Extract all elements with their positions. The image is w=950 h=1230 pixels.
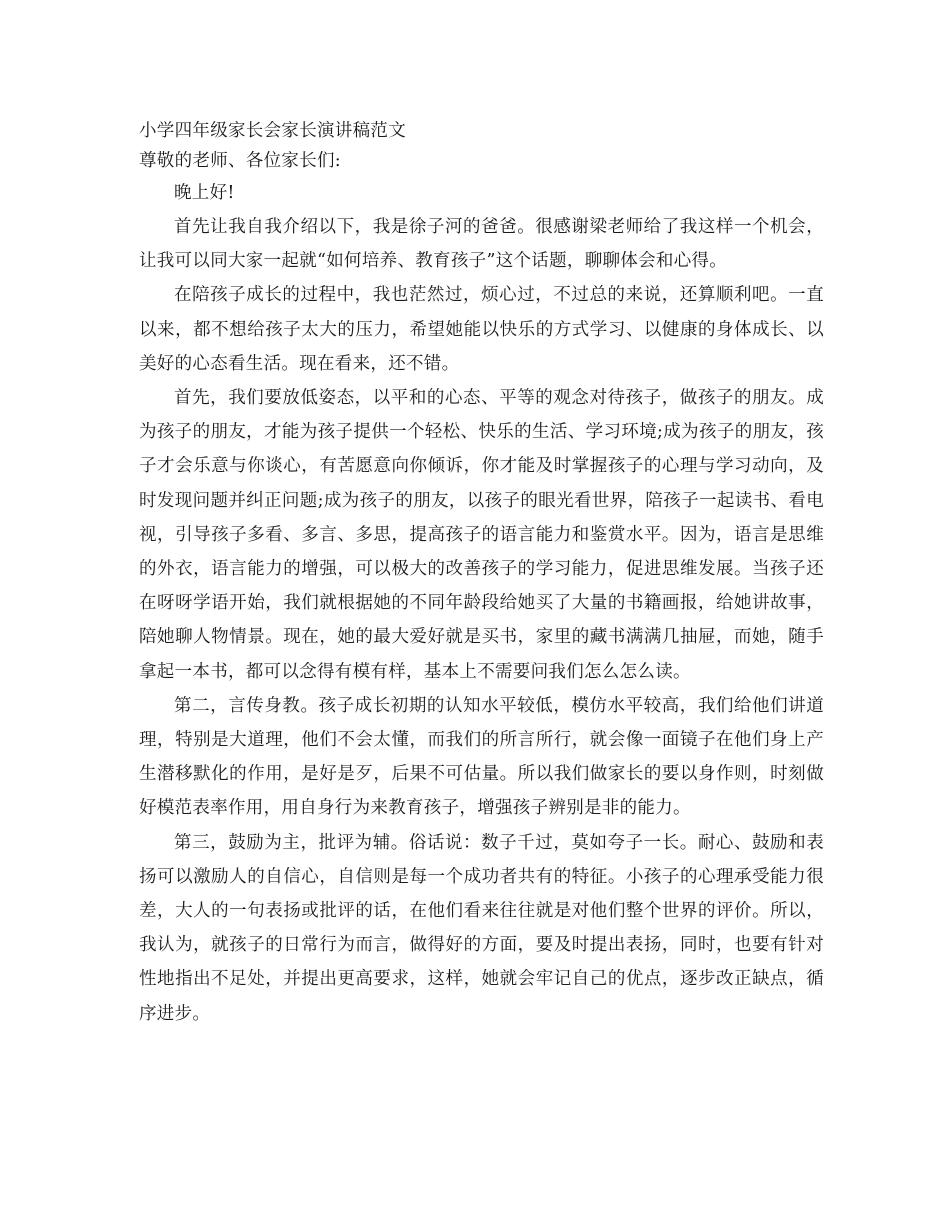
greeting: 晚上好! <box>174 183 235 203</box>
paragraph-intro: 首先让我自我介绍以下，我是徐子河的爸爸。很感谢梁老师给了我这样一个机会，让我可以同大家一起就“如何培养、教育孩子”这个话题，聊聊体会和心得。 <box>139 217 824 272</box>
salutation: 尊敬的老师、各位家长们: <box>139 151 341 171</box>
paragraph-third-point: 第三，鼓励为主，批评为辅。俗话说：数子千过，莫如夸子一长。耐心、鼓励和表扬可以激励人的自信心，自信则是每一个成功者共有的特征。小孩子的心理承受能力很差，大人的一句表扬或批评的话，在他们看来往往就是对他们整个世界的评价。所以，我认为，就孩子的日常行为而言，做得好的方面，要及时提出表扬，同时，也要有针对性地指出不足处，并提出更高要求，这样，她就会牢记自己的优点，逐步改正缺点，循序进步。 <box>139 832 824 1024</box>
paragraph-first-point: 首先，我们要放低姿态，以平和的心态、平等的观念对待孩子，做孩子的朋友。成为孩子的朋友，才能为孩子提供一个轻松、快乐的生活、学习环境;成为孩子的朋友，孩子才会乐意与你谈心，有苦愿意向你倾诉，你才能及时掌握孩子的心理与学习动向，及时发现问题并纠正问题;成为孩子的朋友，以孩子的眼光看世界，陪孩子一起读书、看电视，引导孩子多看、多言、多思，提高孩子的语言能力和鉴赏水平。因为，语言是思维的外衣，语言能力的增强，可以极大的改善孩子的学习能力，促进思维发展。当孩子还在呀呀学语开始，我们就根据她的不同年龄段给她买了大量的书籍画报，给她讲故事，陪她聊人物情景。现在，她的最大爱好就是买书，家里的藏书满满几抽屉，而她，随手拿起一本书，都可以念得有模有样，基本上不需要问我们怎么怎么读。 <box>139 388 824 682</box>
paragraph-growth: 在陪孩子成长的过程中，我也茫然过，烦心过，不过总的来说，还算顺利吧。一直以来，都不想给孩子太大的压力，希望她能以快乐的方式学习、以健康的身体成长、以美好的心态看生活。现在看来，还不错。 <box>139 285 824 374</box>
document-title: 小学四年级家长会家长演讲稿范文 <box>139 121 406 141</box>
paragraph-second-point: 第二，言传身教。孩子成长初期的认知水平较低，模仿水平较高，我们给他们讲道理，特别是大道理，他们不会太懂，而我们的所言所行，就会像一面镜子在他们身上产生潜移默化的作用，是好是歹，后果不可估量。所以我们做家长的要以身作则，时刻做好模范表率作用，用自身行为来教育孩子，增强孩子辨别是非的能力。 <box>139 695 824 819</box>
document-body <box>139 116 824 1031</box>
